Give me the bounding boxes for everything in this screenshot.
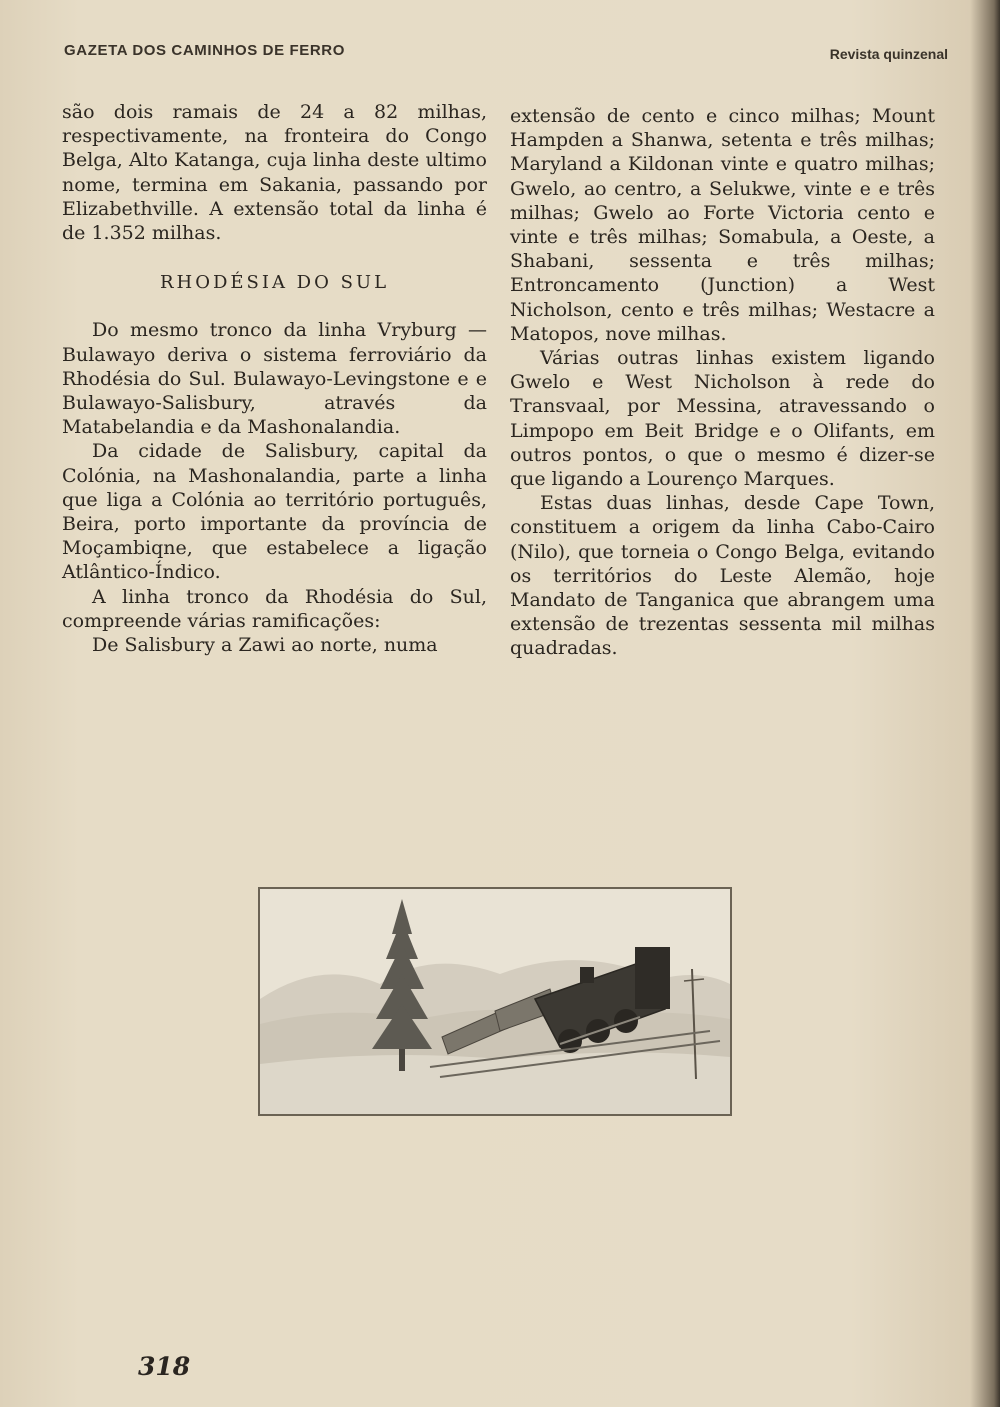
paragraph: Várias outras linhas existem ligando Gwelo e West Nicholson à rede do Transvaal, por Messina, atravessando o Limpopo em Beit Bridge e o Olifants, em outros pontos, o que o mesmo é dizer-se que ligando a Lourenço Marques. — [510, 347, 935, 491]
locomotive-drawing-icon — [260, 889, 730, 1114]
paragraph: De Salisbury a Zawi ao norte, numa — [92, 634, 438, 657]
left-column — [62, 100, 487, 657]
running-header-title: GAZETA DOS CAMINHOS DE FERRO — [64, 42, 345, 59]
paragraph: são dois ramais de 24 a 82 milhas, respectivamente, na fronteira do Congo Belga, Alto Katanga, cuja linha deste ultimo nome, termina em Sakania, passando por Elizabethville. A extensão total da linha é de 1.352 milhas. — [62, 101, 487, 245]
paragraph: Estas duas linhas, desde Cape Town, constituem a origem da linha Cabo-Cairo (Nilo), que torneia o Congo Belga, evitando os territórios do Leste Alemão, hoje Mandato de Tanganica que abrangem uma extensão de trezentas sessenta mil milhas quadradas. — [510, 492, 935, 660]
steam-locomotive-illustration — [258, 887, 732, 1116]
paragraph: extensão de cento e cinco milhas; Mount Hampden a Shanwa, setenta e três milhas; Maryland a Kildonan vinte e quatro milhas; Gwelo, ao centro, a Selukwe, vinte e e três milhas; Gwelo ao Forte Victoria cento e vinte e três milhas; Somabula, a Oeste, a Shabani, sessenta e três milhas; Entroncamento (Junction) a West Nicholson, cento e três milhas; Westacre a Matopos, nove milhas. — [510, 105, 935, 345]
running-header-subtitle: Revista quinzenal — [829, 46, 948, 62]
paragraph: Da cidade de Salisbury, capital da Colónia, na Mashonalandia, parte a linha que liga a Colónia ao território português, Beira, porto importante da província de Moçambiqne, que estabelece a ligação Atlântico-Índico. — [62, 440, 487, 584]
section-heading: RHODÉSIA DO SUL — [159, 272, 390, 294]
right-column — [510, 104, 935, 661]
paragraph: A linha tronco da Rhodésia do Sul, compreende várias ramificações: — [62, 585, 487, 632]
page-number: 318 — [138, 1352, 191, 1381]
paragraph: Do mesmo tronco da linha Vryburg — Bulawayo deriva o sistema ferroviário da Rhodésia do Sul. Bulawayo-Levingstone e e Bulawayo-Salisbury, através da Matabelandia e da Mashonalandia. — [62, 319, 487, 439]
